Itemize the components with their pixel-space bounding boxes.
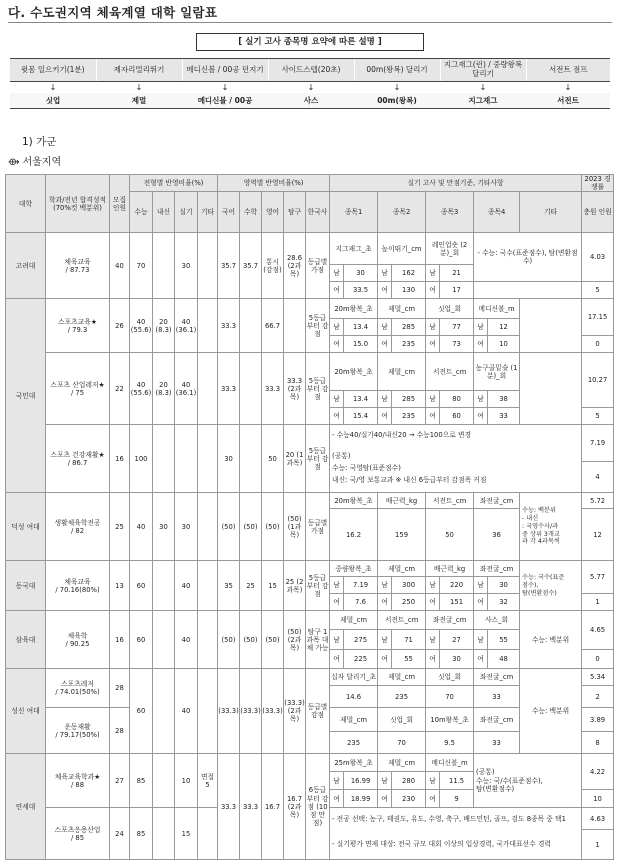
abbr-short-1: 싯업 [10,93,96,109]
univ-yonsei: 연세대 [6,754,46,860]
table-row: 체육교육학과★ / 88 [46,754,110,808]
univ-korea: 고려대 [6,233,46,299]
col-univ: 대학 [6,175,46,233]
down-arrow-icon: ↓ [393,82,401,92]
university-table: 대학 학과/전년 합격성적 (70%컷 백분위) 모집 인원 전형별 반영비율(%) 영역별 반영비율(%) 실기 고사 및 만점기준, 기타사항 2023 경쟁률 수능 내신 실기 기타 국어 수학 영어 탐구 한국사 종목1 종목2 종목3 종목4 기타 충원 인원 고려대 체육교육 / 87.73 40 70 30 35.7 35.7 통시 (감점) 28.6 (2과목) 등급별 가점 지그재그_초 높이뛰기_cm 레인업숏 (2분)_회 - 수능: 국수(표준점수), 탐(변환점수) 4.03 남 30 남 162 남 21 여 33.5 여 130 여 17 5 국민대 스포츠교육★ / 79.3 26 40 (55.6) 20 (8.3) 40 (36.1) 33.3 66.7 5등급 부터 감점 20m왕복_초 제멀_cm 싯업_회 메디신볼_m 17.15 남 13.4 남 285 남 77 남 12 여 15.0 여 235 여 73 여 10 0 스포츠 산업레저★ / 75 22 40 (55.6) 20 (8.3) 40 (36.1) 33.3 33.3 33.3 (2과목) 5등급 부터 감점 20m왕복_초 제멀_cm 서전트_cm 농구골밑슛 (1분)_회 10.27 남 13.4 남 285 남 80 남 38 여 15.4 여 235 여 60 여 33 5 스포츠 건강재활★ / 86.7 16 100 30 50 20 (1과목) 5등급 부터 감점 - 수능40/실기40/내신20 → 수능100으로 변경 7.19 (공통) 수능: 국영탐(표준점수) 4 내신: 국/영 보통교과 ※ 내신 6등급부터 감점폭 커짐 덕성 여대 생활체육학전공 / 82 25 40 30 30 (50) (50) (50) (50) (1과목) 등급별 가점 20m왕복_초 배근력_kg 서전트_cm 좌전굴_cm 수능: 백분위 - 내신 : 국영수사/과 중 상위 3개교 과 각 4과목씩 5.72 16.2 159 50 36 12 동국대 체육교육 / 70.16(80%) 13 60 40 35 25 15 25 (2과목) 5등급 부터 감점 중량왕복_초 제멀_cm 배근력_kg 좌전굴_cm 수능: 국수(표준 점수), 탐(변환점수) 5.77 남 7.19 남 300 남 220 남 30 여 7.6 여 250 여 151 여 32 1 삼육대 체육학 / 90.25 16 60 40 (50) (50) (50) (50) (2과목) 탐구 1과목 대체 가능 제멀_cm 서전트_cm 좌전굴_cm 사스_회 수능: 백분위 4.65 남 275 남 71 남 27 남 55 여 225 여 55 여 30 여 48 0 성신 여대 스포츠레저 / 74.01(50%) 28 60 40 (33.3) (33.3) (33.3) (33.3) (2과목) 등급별 감점 십자 달리기_초 제멀_cm 싯업_회 좌전굴_cm 수능: 백분위 5.34 14.6 235 70 33 2 운동재활 / 79.17(50%) 28 제멀_cm 싯업_회 10m왕복_초 좌전굴_cm 3.89 235 70 9.5 33 8 연세대 체육교육학과★ / 88 27 85 10 면접 5 33.3 33.3 16.7 16.7 (2과목) 6등급 부터 감점 (10점 만점) 25m왕복_초 제멀_cm 메디신볼_m (공통) 수능: 국/수(표준점수), 탐(변환점수) 4.22 남 16.99 남 280 남 11.5 여 18.99 여 230 여 9 10 스포츠응용산업 / 85 24 85 15 - 전공 선택: 농구, 태권도, 유도, 수영, 축구, 배드민턴, 골프, 검도 8종목 중 택1 4.63 - 실기평가 면제 대상: 전국 규모 대회 이상의 입상경력, 국가대표선수 경력 1 [5,174,614,860]
col-ratio: 전형별 반영비율(%) [130,175,218,192]
section-heading: 1) 가군 [22,136,57,148]
abbr-short-7: 서전트 [526,93,610,109]
col-eng: 영어 [262,192,284,233]
abbr-full-5: 00m(왕복) 달리기 [354,59,440,82]
abbr-full-2: 제자리멀리뛰기 [96,59,182,82]
col-practical: 실기 고사 및 만점기준, 기타사항 [330,175,582,192]
abbr-short-6: 지그재그 [440,93,526,109]
col-gita: 기타 [198,192,218,233]
univ-duksung: 덕성 여대 [6,493,46,561]
col-tam: 탐구 [284,192,306,233]
col-dept: 학과/전년 합격성적 (70%컷 백분위) [46,175,110,233]
col-math: 수학 [240,192,262,233]
abbreviation-table [10,58,610,109]
abbr-short-2: 제멀 [96,93,182,109]
table-row: 생활체육학전공 / 82 [46,493,110,561]
col-comp: 2023 경쟁률 [582,175,614,192]
univ-kookmin: 국민대 [6,299,46,493]
col-event2: 종목2 [378,192,426,233]
col-kor: 국어 [218,192,240,233]
table-row: 체육학 / 90.25 [46,611,110,669]
abbr-full-1: 윗몸 일으키기(1분) [10,59,96,82]
abbr-short-4: 사스 [268,93,354,109]
col-su: 수능 [130,192,153,233]
col-etc: 기타 [520,192,582,233]
abbr-full-6: 지그재그(런) / 중량왕복 달리기 [440,59,526,82]
col-hist: 한국사 [306,192,330,233]
col-quota: 모집 인원 [110,175,130,233]
arrow-right-icon: ⟴ [8,157,20,168]
col-nae: 내신 [153,192,175,233]
down-arrow-icon: ↓ [564,82,572,92]
col-event3: 종목3 [426,192,474,233]
col-area: 영역별 반영비율(%) [218,175,330,192]
down-arrow-icon: ↓ [49,82,57,92]
table-row: 스포츠레저 / 74.01(50%) [46,669,110,708]
col-fill: 충원 인원 [582,192,614,233]
table-row: 스포츠 산업레저★ / 75 [46,353,110,425]
down-arrow-icon: ↓ [307,82,315,92]
univ-dongguk: 동국대 [6,561,46,611]
table-row: 체육교육 / 70.16(80%) [46,561,110,611]
abbr-full-7: 서전트 점프 [526,59,610,82]
col-sil: 실기 [175,192,198,233]
abbr-short-3: 메디신볼 / 00공 [182,93,268,109]
abbr-full-4: 사이드스텝(20초) [268,59,354,82]
table-row: 스포츠교육★ / 79.3 [46,299,110,353]
subtitle-box: [ 실기 고사 종목명 요약에 따른 설명 ] [196,33,424,51]
down-arrow-icon: ↓ [479,82,487,92]
col-event1: 종목1 [330,192,378,233]
down-arrow-icon: ↓ [135,82,143,92]
region-heading [8,153,61,168]
abbr-short-5: 00m(왕복) [354,93,440,109]
table-row: 스포츠응용산업 / 85 [46,808,110,860]
univ-sungshin: 성신 여대 [6,669,46,754]
title-divider [8,22,612,23]
table-row: 체육교육 / 87.73 [46,233,110,299]
univ-sahmyook: 삼육대 [6,611,46,669]
col-event4: 종목4 [474,192,520,233]
table-row: 운동재활 / 79.17(50%) [46,708,110,754]
region-label: 서울지역 [22,157,62,168]
page-title: 다. 수도권지역 체육계열 대학 일람표 [8,5,218,20]
down-arrow-icon: ↓ [221,82,229,92]
abbr-full-3: 메디신볼 / 00공 던지기 [182,59,268,82]
table-row: 스포츠 건강재활★ / 86.7 [46,425,110,493]
